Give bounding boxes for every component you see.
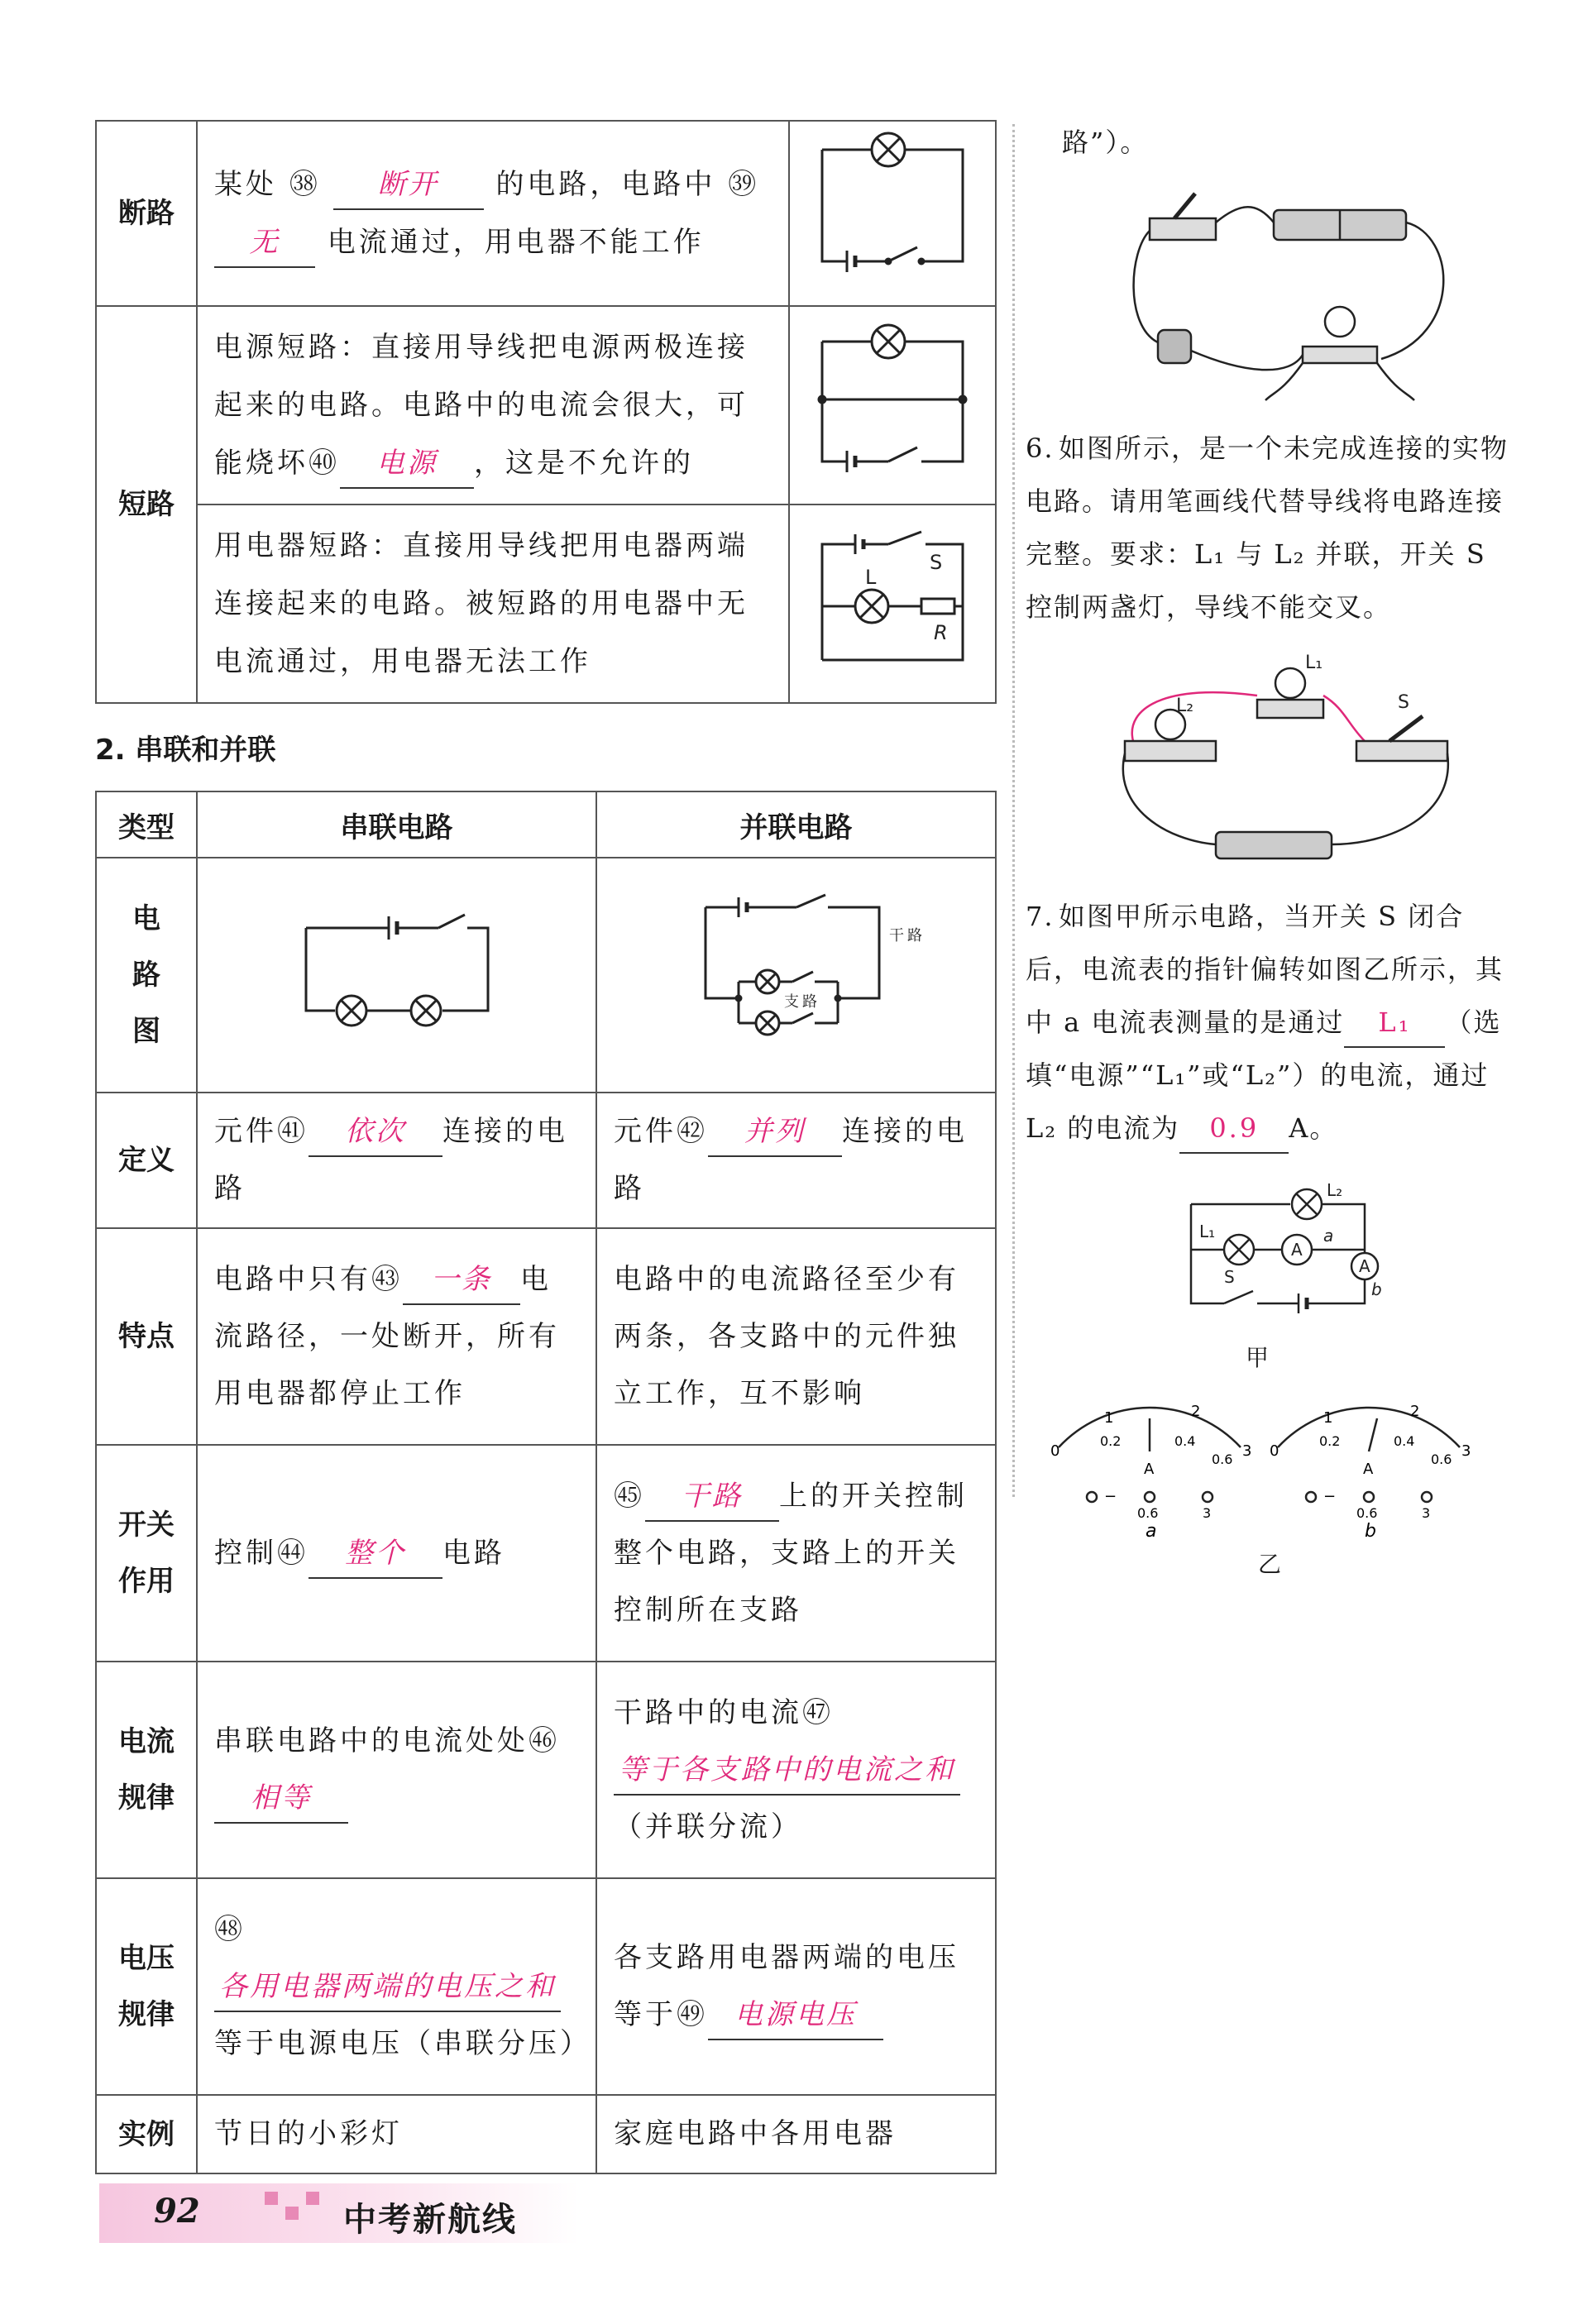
q6-physical-circuit bbox=[1117, 650, 1464, 865]
answer-blank: 相等 bbox=[214, 1774, 348, 1824]
terminal-3: 3 bbox=[1203, 1505, 1212, 1521]
tick-0-6: 0.6 bbox=[1212, 1451, 1233, 1467]
decor-square bbox=[306, 2192, 319, 2205]
blank-number: ㊽ bbox=[214, 1912, 246, 1946]
power-short-svg bbox=[797, 308, 988, 482]
series-voltage: ㊽各用电器两端的电压之和等于电源电压（串联分压） bbox=[197, 1878, 596, 2095]
label-s: S bbox=[1224, 1267, 1235, 1287]
label-s: S bbox=[930, 551, 943, 574]
question-6: 6. 如图所示，是一个未完成连接的实物电路。请用笔画线代替导线将电路连接完整。要求：L₁ 与 L₂ 并联，开关 S 控制两盏灯，导线不能交叉。 bbox=[1026, 422, 1514, 634]
series-svg bbox=[273, 887, 521, 1044]
parallel-voltage: 各支路用电器两端的电压等于㊾ 电源电压 bbox=[596, 1878, 996, 2095]
series-feature: 电路中只有㊸ 一条 电流路径，一处断开，所有用电器都停止工作 bbox=[197, 1228, 596, 1445]
tick-1: 1 bbox=[1104, 1409, 1114, 1427]
answer-blank: 电源 bbox=[340, 439, 474, 489]
blank-number: ㊵ bbox=[309, 447, 340, 480]
ammeter-b: A bbox=[1359, 1256, 1370, 1276]
tick-0: 0 bbox=[1270, 1442, 1279, 1460]
row-header-switch bbox=[96, 1445, 197, 1662]
q5-physical-circuit bbox=[1125, 185, 1472, 400]
label-l2: L₂ bbox=[1327, 1180, 1343, 1200]
terminal-0-6: 0.6 bbox=[1356, 1505, 1378, 1521]
row-header-feature: 特点 bbox=[96, 1228, 197, 1445]
row-header-open: 断路 bbox=[96, 121, 197, 306]
device-short-svg bbox=[797, 511, 988, 677]
power-short-diagram bbox=[789, 306, 996, 504]
blank-number: ㊷ bbox=[677, 1115, 708, 1148]
page-number: 92 bbox=[154, 2192, 200, 2231]
tick-2: 2 bbox=[1191, 1403, 1201, 1420]
answer-blank: L₁ bbox=[1344, 998, 1445, 1048]
label-b: b bbox=[1371, 1279, 1382, 1299]
left-column bbox=[95, 120, 997, 2174]
right-column bbox=[1026, 116, 1514, 1580]
q7-circuit-jia bbox=[1174, 1171, 1423, 1337]
open-circuit-text: 某处 ㊳ 断开 的电路，电路中 ㊴ 无 电流通过，用电器不能工作 bbox=[197, 121, 789, 306]
answer-blank: 电源电压 bbox=[708, 1991, 883, 2040]
label-a: a bbox=[1323, 1226, 1334, 1246]
caption-yi: 乙 bbox=[1257, 1551, 1281, 1578]
label-l1: L₁ bbox=[1305, 653, 1323, 673]
blank-number: ㊾ bbox=[677, 1998, 708, 2031]
label-s: S bbox=[1398, 692, 1409, 713]
parallel-definition: 元件㊷ 并列 连接的电路 bbox=[596, 1093, 996, 1228]
row-header-example: 实例 bbox=[96, 2095, 197, 2173]
parallel-switch: ㊺ 干路 上的开关控制整个电路，支路上的开关控制所在支路 bbox=[596, 1445, 996, 1662]
ammeter-a: A bbox=[1291, 1240, 1303, 1260]
answer-blank: 并列 bbox=[708, 1107, 842, 1157]
label-branch: 支路 bbox=[783, 993, 820, 1011]
ammeter-dials-svg bbox=[1026, 1381, 1522, 1542]
question-number: 7. bbox=[1026, 901, 1055, 932]
row-header-short: 短路 bbox=[96, 306, 197, 703]
series-definition: 元件㊶ 依次 连接的电路 bbox=[197, 1093, 596, 1228]
label-r: R bbox=[934, 621, 948, 644]
tick-0-2: 0.2 bbox=[1100, 1433, 1122, 1449]
label-trunk: 干路 bbox=[888, 927, 926, 944]
answer-blank: 各用电器两端的电压之和 bbox=[214, 1963, 561, 2012]
device-short-text: 用电器短路：直接用导线把用电器两端连接起来的电路。被短路的用电器中无电流通过，用电器无法工作 bbox=[197, 504, 789, 703]
parallel-example: 家庭电路中各用电器 bbox=[596, 2095, 996, 2173]
col-header-series: 串联电路 bbox=[197, 791, 596, 858]
question-number: 6. bbox=[1026, 433, 1055, 464]
tick-0: 0 bbox=[1050, 1442, 1060, 1460]
power-short-text: 电源短路：直接用导线把电源两极连接起来的电路。电路中的电流会很大，可能烧坏㊵ 电源 ，这是不允许的 bbox=[197, 306, 789, 504]
decor-square bbox=[285, 2207, 299, 2220]
book-title: 中考新航线 bbox=[343, 2201, 517, 2239]
tick-0-4: 0.4 bbox=[1394, 1433, 1415, 1449]
meter-label-b: b bbox=[1365, 1521, 1376, 1542]
terminal-3: 3 bbox=[1422, 1505, 1431, 1521]
answer-blank: 一条 bbox=[403, 1255, 520, 1305]
tick-0-6: 0.6 bbox=[1431, 1451, 1452, 1467]
tick-3: 3 bbox=[1242, 1442, 1252, 1460]
unit-a: A bbox=[1363, 1461, 1374, 1478]
open-circuit-svg bbox=[797, 125, 988, 282]
terminal-minus: − bbox=[1104, 1488, 1117, 1505]
blank-number: ㊳ bbox=[289, 168, 321, 201]
tick-1: 1 bbox=[1323, 1409, 1333, 1427]
row-header-current bbox=[96, 1662, 197, 1878]
answer-blank: 0.9 bbox=[1179, 1104, 1289, 1154]
tick-3: 3 bbox=[1461, 1442, 1471, 1460]
answer-blank: 断开 bbox=[333, 160, 484, 210]
terminal-minus: − bbox=[1323, 1488, 1337, 1505]
meter-label-a: a bbox=[1146, 1521, 1157, 1542]
series-current: 串联电路中的电流处处㊻相等 bbox=[197, 1662, 596, 1878]
open-circuit-diagram bbox=[789, 121, 996, 306]
tick-0-2: 0.2 bbox=[1319, 1433, 1341, 1449]
answer-blank: 依次 bbox=[309, 1107, 442, 1157]
blank-number: ㊶ bbox=[277, 1115, 309, 1148]
terminal-0-6: 0.6 bbox=[1137, 1505, 1159, 1521]
ammeter-readings bbox=[1026, 1381, 1514, 1542]
answer-blank: 无 bbox=[214, 218, 315, 268]
column-divider bbox=[1012, 124, 1015, 1497]
tick-0-4: 0.4 bbox=[1174, 1433, 1196, 1449]
question-7: 7. 如图甲所示电路，当开关 S 闭合后，电流表的指针偏转如图乙所示，其中 a 电流表测量的是通过 L₁ （选填“电源”“L₁”或“L₂”）的电流，通过 L₂ 的电流为 0.9 A。 bbox=[1026, 890, 1514, 1155]
blank-number: ㊹ bbox=[277, 1536, 309, 1570]
parallel-svg bbox=[672, 882, 926, 1048]
col-header-type: 类型 bbox=[96, 791, 197, 858]
blank-number: ㊻ bbox=[529, 1724, 560, 1757]
circuit-state-table bbox=[95, 120, 997, 704]
answer-blank: 等于各支路中的电流之和 bbox=[614, 1746, 960, 1796]
answer-blank: 干路 bbox=[645, 1472, 779, 1522]
caption-jia: 甲 bbox=[1245, 1344, 1269, 1371]
section-title: 2. 串联和并联 bbox=[95, 734, 276, 767]
vertical-header: 电路图 bbox=[132, 902, 160, 1048]
blank-number: ㊺ bbox=[614, 1479, 645, 1513]
page-footer bbox=[99, 2183, 579, 2243]
unit-a: A bbox=[1144, 1461, 1155, 1478]
label-l: L bbox=[865, 566, 877, 589]
series-example: 节日的小彩灯 bbox=[197, 2095, 596, 2173]
series-switch: 控制㊹ 整个 电路 bbox=[197, 1445, 596, 1662]
answer-blank: 整个 bbox=[309, 1529, 442, 1579]
vertical-header: 开关作用 bbox=[118, 1509, 175, 1598]
blank-number: ㊴ bbox=[728, 168, 760, 201]
col-header-parallel: 并联电路 bbox=[596, 791, 996, 858]
device-short-diagram bbox=[789, 504, 996, 703]
series-diagram bbox=[197, 858, 596, 1093]
row-header-definition: 定义 bbox=[96, 1093, 197, 1228]
parallel-current: 干路中的电流㊼等于各支路中的电流之和（并联分流） bbox=[596, 1662, 996, 1878]
blank-number: ㊼ bbox=[802, 1695, 834, 1729]
vertical-header: 电压规律 bbox=[118, 1942, 175, 2031]
tick-2: 2 bbox=[1410, 1403, 1420, 1420]
row-header-diagram bbox=[96, 858, 197, 1093]
label-l2: L₂ bbox=[1176, 696, 1194, 716]
parallel-diagram bbox=[596, 858, 996, 1093]
vertical-header: 电流规律 bbox=[118, 1725, 175, 1815]
row-header-voltage bbox=[96, 1878, 197, 2095]
blank-number: ㊸ bbox=[371, 1262, 403, 1296]
label-l1: L₁ bbox=[1199, 1222, 1216, 1241]
decor-square bbox=[265, 2192, 278, 2205]
continued-text: 路”）。 bbox=[1062, 127, 1149, 158]
parallel-feature: 电路中的电流路径至少有两条，各支路中的元件独立工作，互不影响 bbox=[596, 1228, 996, 1445]
series-parallel-table bbox=[95, 791, 997, 2174]
